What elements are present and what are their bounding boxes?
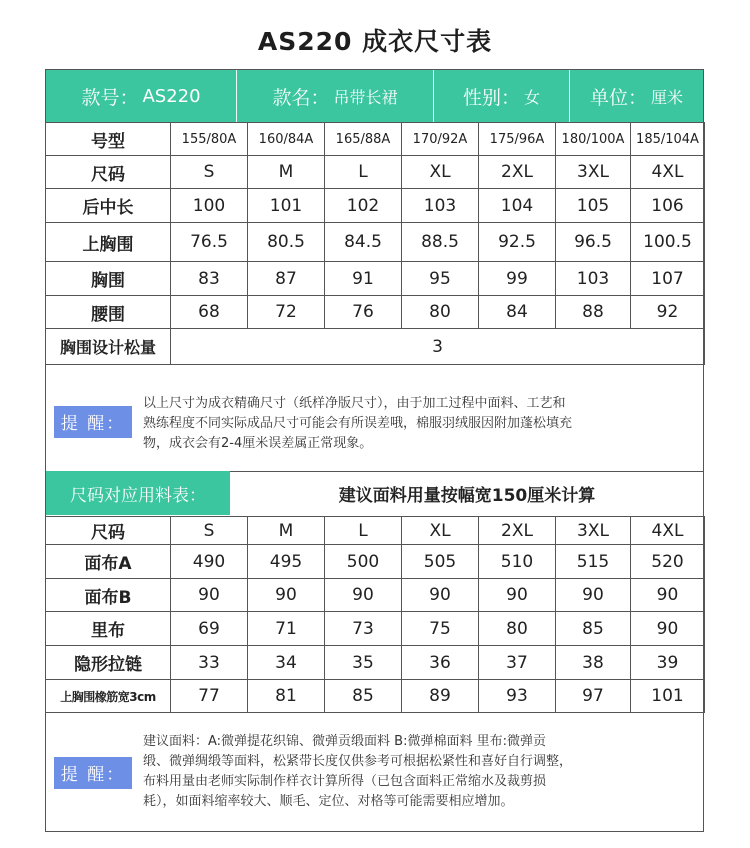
table-cell: 3XL bbox=[556, 156, 631, 189]
size-row-upper-bust bbox=[46, 223, 705, 262]
row-label: 上胸围 bbox=[46, 223, 171, 262]
table-cell: 106 bbox=[631, 189, 705, 223]
table-cell: 2XL bbox=[479, 156, 556, 189]
style-no-cell bbox=[46, 70, 236, 122]
table-cell: 185/104A bbox=[631, 123, 705, 156]
table-cell: 90 bbox=[631, 579, 705, 612]
table-cell: 2XL bbox=[479, 517, 556, 545]
size-row-size bbox=[46, 156, 705, 189]
table-cell: S bbox=[171, 156, 248, 189]
table-cell: 107 bbox=[631, 262, 705, 296]
table-cell: 490 bbox=[171, 545, 248, 579]
table-cell: XL bbox=[402, 517, 479, 545]
table-cell: 101 bbox=[248, 189, 325, 223]
table-cell: 93 bbox=[479, 680, 556, 713]
table-cell: 76.5 bbox=[171, 223, 248, 262]
table-cell: 3XL bbox=[556, 517, 631, 545]
table-cell: 80.5 bbox=[248, 223, 325, 262]
table-cell: 88 bbox=[556, 296, 631, 329]
table-cell: 100 bbox=[171, 189, 248, 223]
row-label: 里布 bbox=[46, 612, 171, 646]
table-cell: 84.5 bbox=[325, 223, 402, 262]
style-no-value: AS220 bbox=[142, 85, 201, 107]
table-cell: 88.5 bbox=[402, 223, 479, 262]
size-table bbox=[45, 122, 705, 365]
table-cell: L bbox=[325, 156, 402, 189]
fabric-reminder-tag: 提 醒： bbox=[54, 757, 132, 789]
row-label: 尺码 bbox=[46, 517, 171, 545]
table-cell: 102 bbox=[325, 189, 402, 223]
gender-cell bbox=[433, 70, 569, 122]
table-cell: 510 bbox=[479, 545, 556, 579]
table-cell: 92.5 bbox=[479, 223, 556, 262]
table-cell: 80 bbox=[402, 296, 479, 329]
row-label: 尺码 bbox=[46, 156, 171, 189]
style-name-cell bbox=[236, 70, 433, 122]
size-row-model bbox=[46, 123, 705, 156]
fabric-reminder-box bbox=[45, 712, 704, 832]
fabric-row-b bbox=[46, 579, 705, 612]
table-cell: 4XL bbox=[631, 517, 705, 545]
row-label: 腰围 bbox=[46, 296, 171, 329]
table-cell: 36 bbox=[402, 646, 479, 680]
table-cell: 38 bbox=[556, 646, 631, 680]
style-name-label: 款名： bbox=[272, 86, 330, 109]
table-cell: 72 bbox=[248, 296, 325, 329]
table-cell: 101 bbox=[631, 680, 705, 713]
table-cell: 71 bbox=[248, 612, 325, 646]
table-cell: 89 bbox=[402, 680, 479, 713]
table-cell: 505 bbox=[402, 545, 479, 579]
unit-label: 单位： bbox=[589, 86, 647, 109]
fabric-section-label: 尺码对应用料表： bbox=[46, 471, 230, 515]
style-info-bar bbox=[46, 70, 703, 122]
gender-value: 女 bbox=[524, 87, 541, 107]
table-cell: 90 bbox=[631, 612, 705, 646]
page-title: AS220 成衣尺寸表 bbox=[257, 27, 493, 56]
table-cell: 90 bbox=[402, 579, 479, 612]
table-cell: 92 bbox=[631, 296, 705, 329]
table-cell: 90 bbox=[248, 579, 325, 612]
table-cell: 85 bbox=[325, 680, 402, 713]
size-row-ease bbox=[46, 329, 705, 365]
gender-label: 性别： bbox=[462, 86, 520, 109]
table-cell: 81 bbox=[248, 680, 325, 713]
table-cell: 90 bbox=[556, 579, 631, 612]
fabric-row-zipper bbox=[46, 646, 705, 680]
size-row-back-length bbox=[46, 189, 705, 223]
table-cell: 69 bbox=[171, 612, 248, 646]
table-cell: 99 bbox=[479, 262, 556, 296]
table-cell: 84 bbox=[479, 296, 556, 329]
table-cell: 91 bbox=[325, 262, 402, 296]
table-cell: 75 bbox=[402, 612, 479, 646]
table-cell: 155/80A bbox=[171, 123, 248, 156]
table-cell: 520 bbox=[631, 545, 705, 579]
row-label: 隐形拉链 bbox=[46, 646, 171, 680]
table-cell: 85 bbox=[556, 612, 631, 646]
table-cell: 37 bbox=[479, 646, 556, 680]
row-label: 后中长 bbox=[46, 189, 171, 223]
table-cell: S bbox=[171, 517, 248, 545]
table-cell: 515 bbox=[556, 545, 631, 579]
table-cell: 33 bbox=[171, 646, 248, 680]
row-label: 号型 bbox=[46, 123, 171, 156]
reminder-tag: 提 醒： bbox=[54, 406, 132, 438]
table-cell: 500 bbox=[325, 545, 402, 579]
fabric-reminder-text: 建议面料：A:微弹提花织锦、微弹贡缎面料 B:微弹棉面料 里布:微弹贡 缎、微弹绸缎等面料，松紧带长度仅供参考可根据松紧性和喜好自行调整， 布料用量由老师实际制作样衣计算所得（已包含面料正常缩水及裁剪损 耗），如面料缩率较大、顺毛、定位、对格等可能需要相应增加。 bbox=[143, 733, 573, 809]
table-cell: 87 bbox=[248, 262, 325, 296]
table-cell: 68 bbox=[171, 296, 248, 329]
table-cell: 100.5 bbox=[631, 223, 705, 262]
table-cell: 103 bbox=[402, 189, 479, 223]
unit-value: 厘米 bbox=[651, 87, 684, 107]
table-cell: 83 bbox=[171, 262, 248, 296]
fabric-row-a bbox=[46, 545, 705, 579]
reminder-box bbox=[45, 372, 704, 472]
table-cell: 90 bbox=[171, 579, 248, 612]
size-row-bust bbox=[46, 262, 705, 296]
table-cell: M bbox=[248, 156, 325, 189]
fabric-table bbox=[45, 516, 705, 713]
table-cell: 4XL bbox=[631, 156, 705, 189]
size-row-waist bbox=[46, 296, 705, 329]
style-no-label: 款号： bbox=[81, 86, 139, 109]
table-cell: 180/100A bbox=[556, 123, 631, 156]
table-cell: 39 bbox=[631, 646, 705, 680]
table-cell: 35 bbox=[325, 646, 402, 680]
table-cell: 495 bbox=[248, 545, 325, 579]
table-cell: 95 bbox=[402, 262, 479, 296]
fabric-row-elastic bbox=[46, 680, 705, 713]
row-label: 面布B bbox=[46, 579, 171, 612]
table-cell: 80 bbox=[479, 612, 556, 646]
table-cell: 90 bbox=[479, 579, 556, 612]
table-cell: 175/96A bbox=[479, 123, 556, 156]
table-cell: XL bbox=[402, 156, 479, 189]
table-cell: 73 bbox=[325, 612, 402, 646]
row-label: 胸围设计松量 bbox=[46, 329, 171, 365]
unit-cell bbox=[569, 70, 703, 122]
row-label: 上胸围橡筋宽3cm bbox=[46, 680, 171, 713]
table-cell: 76 bbox=[325, 296, 402, 329]
fabric-row-size bbox=[46, 517, 705, 545]
table-cell: 90 bbox=[325, 579, 402, 612]
row-label: 胸围 bbox=[46, 262, 171, 296]
table-cell: L bbox=[325, 517, 402, 545]
table-cell: 170/92A bbox=[402, 123, 479, 156]
ease-value: 3 bbox=[171, 329, 705, 365]
style-name-value: 吊带长裙 bbox=[333, 87, 398, 107]
table-cell: 104 bbox=[479, 189, 556, 223]
reminder-text: 以上尺寸为成衣精确尺寸（纸样净版尺寸），由于加工过程中面料、工艺和 熟练程度不同实际成品尺寸可能会有所误差哦，棉服羽绒服因附加蓬松填充 物，成衣会有2-4厘米误差属正常现象。 bbox=[143, 395, 573, 451]
row-label: 面布A bbox=[46, 545, 171, 579]
table-cell: 103 bbox=[556, 262, 631, 296]
fabric-section-note: 建议面料用量按幅宽150厘米计算 bbox=[338, 485, 596, 506]
table-cell: 34 bbox=[248, 646, 325, 680]
table-cell: 105 bbox=[556, 189, 631, 223]
table-cell: 96.5 bbox=[556, 223, 631, 262]
table-cell: 160/84A bbox=[248, 123, 325, 156]
table-cell: 165/88A bbox=[325, 123, 402, 156]
table-cell: 97 bbox=[556, 680, 631, 713]
table-cell: M bbox=[248, 517, 325, 545]
fabric-row-lining bbox=[46, 612, 705, 646]
table-cell: 77 bbox=[171, 680, 248, 713]
